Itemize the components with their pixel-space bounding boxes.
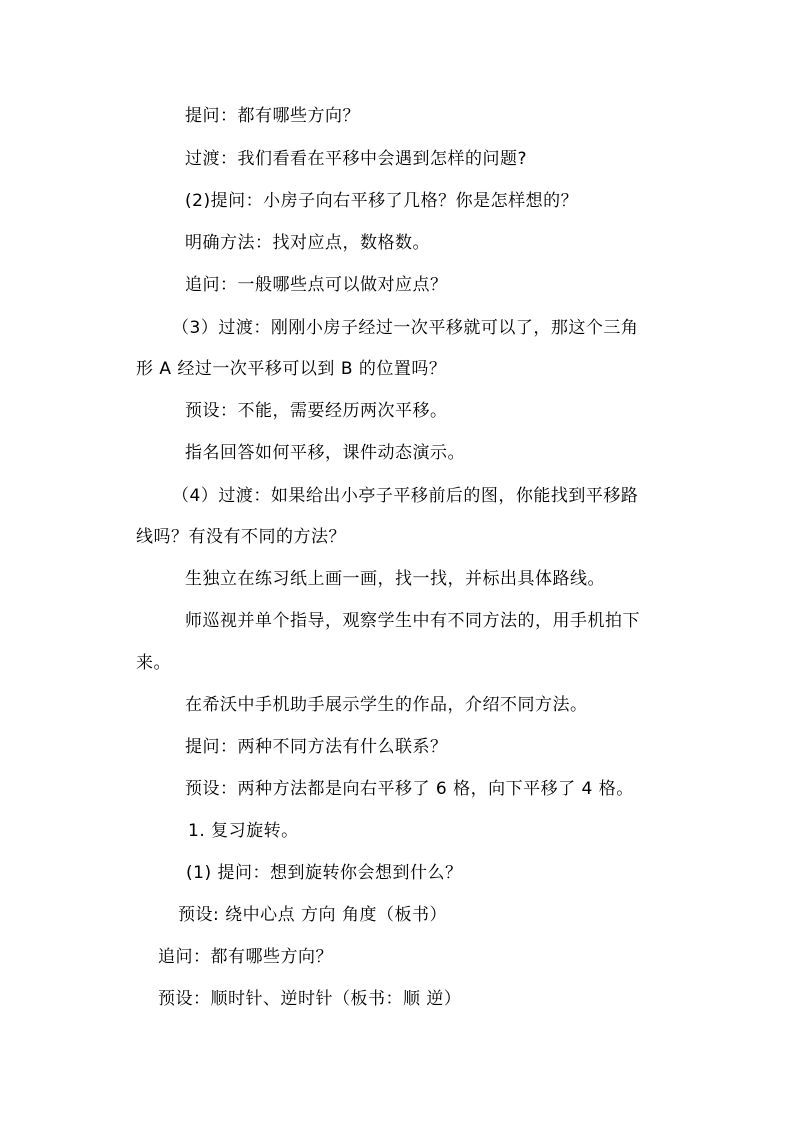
text-line-17: 预设：两种方法都是向右平移了 6 格，向下平移了 4 格。: [185, 779, 634, 799]
text-line-22: 预设：顺时针、逆时针（板书：顺 逆）: [158, 989, 462, 1009]
text-line-12: 生独立在练习纸上画一画，找一找，并标出具体路线。: [185, 569, 605, 589]
text-line-1: 提问：都有哪些方向？: [185, 106, 360, 126]
text-line-15: 在希沃中手机助手展示学生的作品，介绍不同方法。: [185, 695, 588, 715]
text-line-20: 预设: 绕中心点 方向 角度（板书）: [178, 905, 447, 925]
text-line-4: 明确方法：找对应点，数格数。: [185, 233, 430, 253]
text-line-21: 追问：都有哪些方向？: [158, 947, 333, 967]
text-line-10: （4）过渡：如果给出小亭子平移前后的图，你能找到平移路: [172, 486, 639, 506]
text-line-7: 形 A 经过一次平移可以到 B 的位置吗？: [136, 359, 447, 379]
text-line-13: 师巡视并单个指导，观察学生中有不同方法的，用手机拍下: [185, 611, 640, 631]
text-line-16: 提问：两种不同方法有什么联系？: [185, 737, 448, 757]
text-line-9: 指名回答如何平移，课件动态演示。: [185, 443, 465, 463]
text-line-5: 追问：一般哪些点可以做对应点？: [185, 275, 448, 295]
text-line-18: 1. 复习旋转。: [188, 821, 299, 841]
text-line-11: 线吗？有没有不同的方法？: [136, 527, 346, 547]
text-line-14: 来。: [136, 653, 171, 673]
text-line-19: (1) 提问：想到旋转你会想到什么？: [186, 863, 463, 883]
text-line-2: 过渡：我们看看在平移中会遇到怎样的问题?: [185, 149, 528, 169]
text-line-8: 预设：不能，需要经历两次平移。: [185, 401, 448, 421]
text-line-6: （3）过渡：刚刚小房子经过一次平移就可以了，那这个三角: [172, 318, 639, 338]
text-line-3: (2)提问：小房子向右平移了几格？你是怎样想的？: [185, 191, 579, 211]
